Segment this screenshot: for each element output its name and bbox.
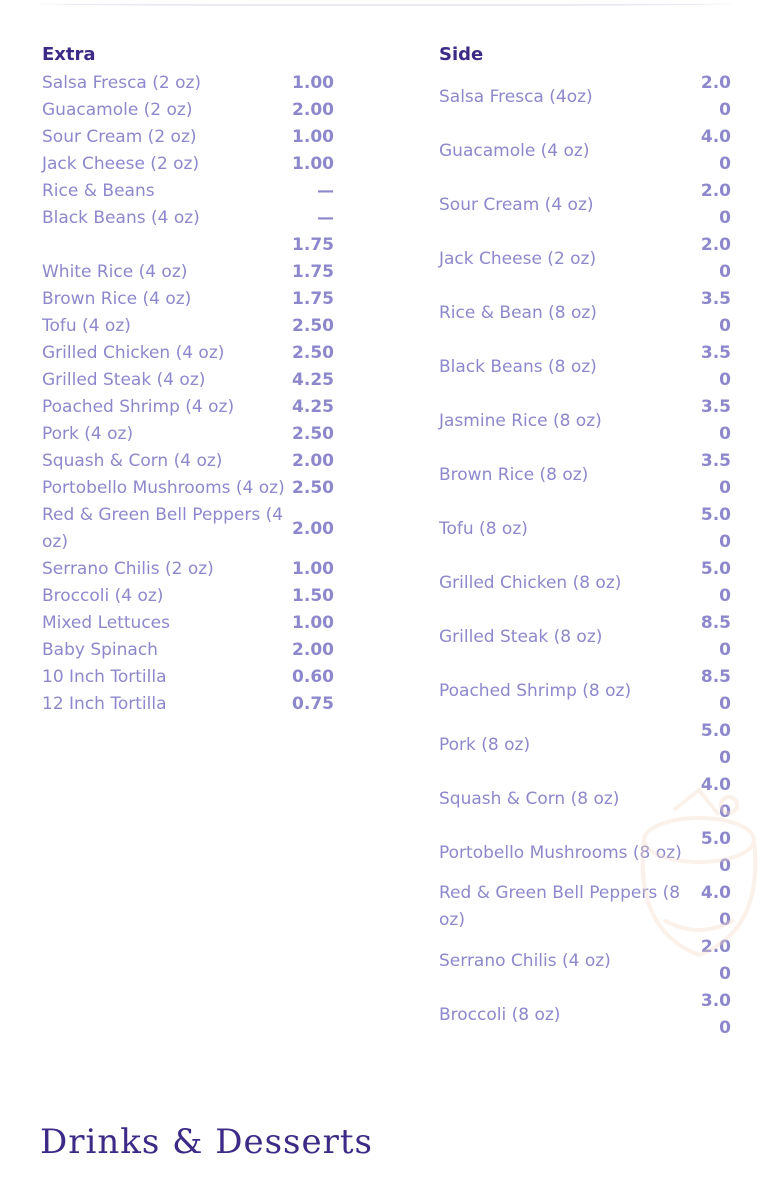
menu-item-price: 1.00 [292, 73, 334, 93]
menu-item [439, 286, 731, 340]
menu-item [42, 394, 334, 421]
menu-item-price: 4.25 [292, 370, 334, 390]
menu-item [439, 610, 731, 664]
menu-item-price: 3.50 [700, 397, 731, 444]
extra-section [42, 40, 334, 718]
menu-item-name: Salsa Fresca (2 oz) [42, 73, 202, 93]
menu-item [439, 718, 731, 772]
menu-item [42, 421, 334, 448]
menu-item [42, 583, 334, 610]
menu-item-price: 3.50 [700, 451, 731, 498]
menu-item-price: 8.50 [700, 613, 731, 660]
menu-item [439, 178, 731, 232]
menu-item [42, 178, 334, 205]
side-title: Side [439, 44, 484, 65]
menu-item-name: Serrano Chilis (2 oz) [42, 559, 214, 579]
menu-item-name: Poached Shrimp (8 oz) [439, 680, 632, 701]
menu-item-name: Guacamole (2 oz) [42, 100, 193, 120]
menu-item-price: 2.00 [292, 451, 334, 471]
menu-item-name: Squash & Corn (4 oz) [42, 451, 223, 471]
menu-item-name: Poached Shrimp (4 oz) [42, 397, 235, 417]
menu-item-name: 12 Inch Tortilla [42, 694, 167, 714]
menu-item-name: Portobello Mushrooms (4 oz) [42, 478, 285, 498]
menu-item-name: Jack Cheese (2 oz) [42, 154, 200, 174]
menu-item-price: 2.00 [700, 73, 731, 120]
menu-item-name: Baby Spinach [42, 640, 158, 660]
extra-list [42, 70, 334, 718]
menu-item-price: — [317, 181, 334, 201]
menu-item-price: 1.75 [292, 262, 334, 282]
menu-item-price: 2.00 [700, 937, 731, 984]
menu-item-name: Red & Green Bell Peppers (8 oz) [439, 883, 681, 930]
menu-item-name: White Rice (4 oz) [42, 262, 188, 282]
menu-item-name: Black Beans (8 oz) [439, 356, 597, 377]
menu-item [42, 124, 334, 151]
menu-item-price: 5.00 [700, 505, 731, 552]
menu-item [42, 637, 334, 664]
menu-item-price: 3.50 [700, 343, 731, 390]
menu-item-price: 2.00 [700, 235, 731, 282]
menu-item [42, 691, 334, 718]
menu-item-price: 2.00 [292, 640, 334, 660]
menu-item [42, 259, 334, 286]
menu-item [42, 70, 334, 97]
menu-item-price: 2.50 [292, 424, 334, 444]
menu-item-price: 1.50 [292, 586, 334, 606]
menu-item-price: 1.75 [292, 235, 334, 255]
extra-title: Extra [42, 44, 96, 65]
menu-item [42, 232, 334, 259]
menu-item-name: Black Beans (4 oz) [42, 208, 200, 228]
menu-item-name: Grilled Steak (4 oz) [42, 370, 206, 390]
menu-item [439, 556, 731, 610]
menu-item [42, 97, 334, 124]
menu-item-price: 1.00 [292, 127, 334, 147]
menu-item-price: 1.00 [292, 613, 334, 633]
top-divider [38, 0, 732, 6]
menu-item [42, 448, 334, 475]
menu-item-name: Grilled Chicken (4 oz) [42, 343, 225, 363]
menu-item-name: Grilled Steak (8 oz) [439, 626, 603, 647]
menu-item [439, 232, 731, 286]
menu-item-price: 5.00 [700, 721, 731, 768]
menu-item-price: 1.00 [292, 154, 334, 174]
menu-item-price: 2.50 [292, 316, 334, 336]
menu-item-name: Sour Cream (4 oz) [439, 194, 594, 215]
menu-item-price: 1.00 [292, 559, 334, 579]
menu-item [439, 988, 731, 1042]
menu-item-price: 2.00 [700, 181, 731, 228]
menu-item-name: Rice & Beans [42, 181, 155, 201]
drinks-desserts-heading: Drinks & Desserts [40, 1122, 373, 1162]
menu-item-price: 5.00 [700, 829, 731, 876]
menu-item [439, 448, 731, 502]
menu-item [42, 151, 334, 178]
menu-item [439, 70, 731, 124]
menu-item-name: Salsa Fresca (4oz) [439, 86, 593, 107]
menu-item [439, 502, 731, 556]
menu-item [42, 664, 334, 691]
menu-item-price: 8.50 [700, 667, 731, 714]
menu-item-name: Red & Green Bell Peppers (4 oz) [42, 505, 284, 552]
menu-item [42, 340, 334, 367]
menu-item-price: 4.25 [292, 397, 334, 417]
food-bowl-watermark-icon [604, 780, 770, 970]
menu-item [42, 286, 334, 313]
menu-item [439, 394, 731, 448]
menu-item-name: Jack Cheese (2 oz) [439, 248, 597, 269]
menu-item-price: 3.50 [700, 289, 731, 336]
menu-item-name: Broccoli (8 oz) [439, 1004, 561, 1025]
menu-item-name: Pork (4 oz) [42, 424, 134, 444]
menu-item [439, 664, 731, 718]
menu-item-price: 4.00 [700, 775, 731, 822]
menu-item-name: Guacamole (4 oz) [439, 140, 590, 161]
menu-item-name: Tofu (8 oz) [439, 518, 528, 539]
menu-item [439, 124, 731, 178]
menu-item-price: 2.00 [292, 518, 334, 539]
menu-item [42, 313, 334, 340]
menu-item-price: 4.00 [700, 883, 731, 930]
menu-item-name: Mixed Lettuces [42, 613, 170, 633]
menu-item-name: Portobello Mushrooms (8 oz) [439, 842, 682, 863]
menu-item-price: 1.75 [292, 289, 334, 309]
menu-item-price: 2.50 [292, 343, 334, 363]
menu-item-name: Sour Cream (2 oz) [42, 127, 197, 147]
menu-item [42, 610, 334, 637]
menu-item-name: Grilled Chicken (8 oz) [439, 572, 622, 593]
menu-item-price: 2.50 [292, 478, 334, 498]
menu-item [42, 205, 334, 232]
menu-item-name: 10 Inch Tortilla [42, 667, 167, 687]
menu-item-price: 5.00 [700, 559, 731, 606]
menu-item [42, 475, 334, 502]
menu-item-price: 2.00 [292, 100, 334, 120]
menu-item-price: 3.00 [700, 991, 731, 1038]
menu-item-price: 4.00 [700, 127, 731, 174]
menu-item-name: Serrano Chilis (4 oz) [439, 950, 611, 971]
menu-item-name: Jasmine Rice (8 oz) [439, 410, 602, 431]
menu-item [42, 502, 334, 556]
menu-item-price: 0.75 [292, 694, 334, 714]
menu-item-name: Brown Rice (4 oz) [42, 289, 192, 309]
menu-item-name: Brown Rice (8 oz) [439, 464, 589, 485]
menu-item [42, 556, 334, 583]
menu-item-price: 0.60 [292, 667, 334, 687]
menu-item [42, 367, 334, 394]
menu-item-price: — [317, 208, 334, 228]
menu-item-name: Rice & Bean (8 oz) [439, 302, 597, 323]
menu-item-name: Pork (8 oz) [439, 734, 531, 755]
menu-item-name: Squash & Corn (8 oz) [439, 788, 620, 809]
menu-item-name: Broccoli (4 oz) [42, 586, 164, 606]
menu-item-name: Tofu (4 oz) [42, 316, 131, 336]
menu-item [439, 340, 731, 394]
